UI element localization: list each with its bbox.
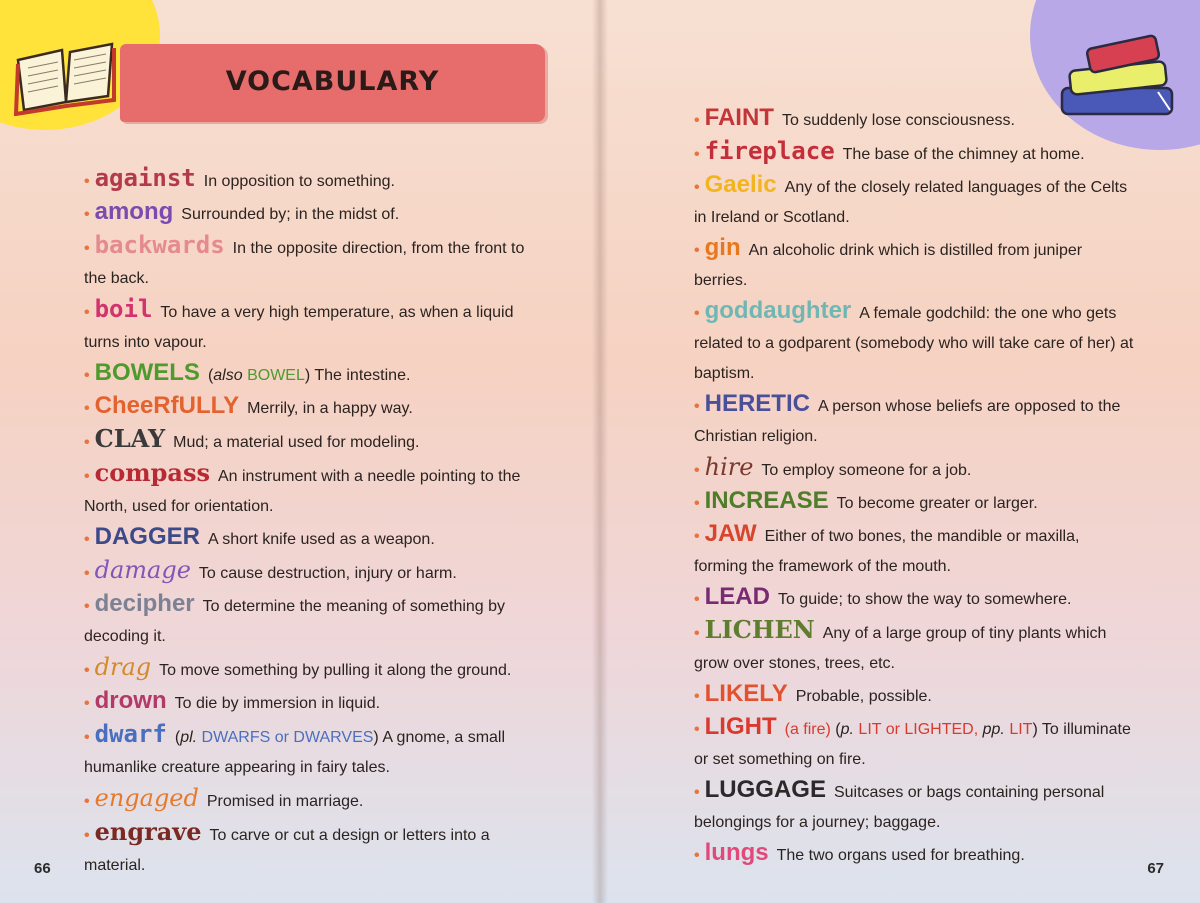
vocab-word: JAW — [704, 520, 757, 547]
page-number-right: 67 — [1147, 860, 1164, 877]
vocab-entry — [694, 486, 1134, 519]
open-book-icon — [10, 30, 120, 116]
vocab-definition: Merrily, in a happy way. — [247, 400, 413, 417]
vocab-definition: Any of the closely related languages of the Celts in Ireland or Scotland. — [694, 179, 1128, 226]
bullet-icon: • — [84, 468, 90, 485]
vocab-word: among — [94, 198, 174, 225]
bullet-icon: • — [84, 598, 90, 615]
vocab-definition: To illuminate or set something on fire. — [694, 721, 1131, 768]
vocab-definition: Suitcases or bags containing personal belongings for a journey; baggage. — [694, 784, 1105, 831]
bullet-icon: • — [84, 173, 90, 190]
vocab-definition: Promised in marriage. — [206, 793, 364, 810]
vocab-definition: To cause destruction, injury or harm. — [198, 565, 457, 582]
vocab-entry — [84, 424, 534, 458]
vocab-entry — [84, 391, 534, 424]
vocab-entry: • BOWELS (also BOWEL) The intestine. — [84, 359, 411, 386]
bullet-icon: • — [84, 565, 90, 582]
vocab-entry — [84, 294, 534, 358]
book-gutter — [592, 0, 608, 903]
vocab-note-label: pl. — [180, 729, 198, 746]
vocab-definition: Any of a large group of tiny plants which grow over stones, trees, etc. — [694, 625, 1107, 672]
bullet-icon: • — [84, 662, 90, 679]
vocab-definition: In the opposite direction, from the front to the back. — [84, 240, 525, 287]
vocab-definition: A gnome, a small humanlike creature appearing in fairy tales. — [84, 729, 506, 776]
vocab-definition: A person whose beliefs are opposed to the Christian religion. — [694, 398, 1121, 445]
vocab-entry — [694, 452, 1134, 486]
vocab-definition: In opposition to something. — [203, 173, 395, 190]
bullet-icon: • — [694, 784, 700, 801]
bullet-icon: • — [84, 695, 90, 712]
vocab-word: lungs — [704, 839, 769, 866]
bullet-icon: • — [84, 827, 90, 844]
vocabulary-list-right — [694, 103, 1134, 871]
vocab-word: LEAD — [704, 583, 770, 610]
bullet-icon: • — [694, 179, 700, 196]
right-page — [600, 0, 1200, 903]
vocab-word: engaged — [94, 784, 199, 812]
vocab-entry — [84, 458, 534, 522]
vocab-definition: To employ someone for a job. — [761, 462, 972, 479]
vocab-word: backwards — [94, 231, 225, 259]
bullet-icon: • — [694, 688, 700, 705]
bullet-icon: • — [694, 495, 700, 512]
vocab-entry — [694, 296, 1134, 389]
vocab-definition: The intestine. — [314, 367, 411, 384]
vocab-word: BOWELS — [94, 359, 200, 386]
vocab-word: engrave — [94, 817, 202, 846]
vocab-word: FAINT — [704, 104, 774, 131]
vocab-note-label: pp. — [982, 721, 1005, 738]
vocabulary-list-left — [84, 163, 534, 881]
vocab-definition: Mud; a material used for modeling. — [173, 434, 420, 451]
vocab-definition: Either of two bones, the mandible or maxilla, forming the framework of the mouth. — [694, 528, 1080, 575]
vocab-entry — [84, 555, 534, 589]
vocab-word: LICHEN — [704, 615, 815, 644]
vocab-word: damage — [94, 556, 191, 584]
vocab-entry — [84, 522, 534, 555]
vocab-word: fireplace — [704, 137, 835, 165]
vocab-word: dwarf — [94, 720, 167, 748]
vocab-definition: An alcoholic drink which is distilled from juniper berries. — [694, 242, 1083, 289]
vocab-definition: To determine the meaning of something by decoding it. — [84, 598, 506, 645]
vocab-note-label: also — [213, 367, 243, 384]
vocab-entry — [694, 170, 1134, 233]
vocab-definition: The base of the chimney at home. — [842, 146, 1085, 163]
vocab-word: Gaelic — [704, 171, 777, 198]
vocab-entry — [694, 838, 1134, 871]
bullet-icon: • — [694, 528, 700, 545]
page-title: VOCABULARY — [225, 66, 440, 97]
title-banner — [120, 44, 545, 122]
vocab-word: LUGGAGE — [704, 776, 826, 803]
vocab-word: INCREASE — [704, 487, 829, 514]
vocab-entry — [694, 519, 1134, 582]
vocab-word: LIKELY — [704, 680, 788, 707]
vocab-definition: To carve or cut a design or letters into a material. — [84, 827, 490, 874]
vocab-entry — [84, 817, 534, 881]
bullet-icon: • — [84, 367, 90, 384]
vocab-entry — [694, 775, 1134, 838]
vocab-definition: To guide; to show the way to somewhere. — [777, 591, 1072, 608]
vocab-note-form: DWARFS or DWARVES — [201, 729, 374, 746]
vocab-entry — [694, 136, 1134, 170]
vocab-note-form: LIT or LIGHTED, — [858, 721, 979, 738]
vocab-word: DAGGER — [94, 523, 200, 550]
vocab-definition: To die by immersion in liquid. — [174, 695, 381, 712]
bullet-icon: • — [694, 242, 700, 259]
vocab-definition: To have a very high temperature, as when a liquid turns into vapour. — [84, 304, 514, 351]
bullet-icon: • — [694, 721, 700, 738]
vocab-entry: • LIGHT (a fire) (p. LIT or LIGHTED, pp. LIT) To illuminate or set something on fire. — [694, 713, 1131, 768]
vocab-entry — [694, 615, 1134, 679]
page-number-left: 66 — [34, 860, 51, 877]
vocab-definition: An instrument with a needle pointing to the North, used for orientation. — [84, 468, 521, 515]
vocab-definition: To move something by pulling it along the ground. — [159, 662, 512, 679]
vocab-definition: The two organs used for breathing. — [776, 847, 1025, 864]
bullet-icon: • — [694, 398, 700, 415]
vocab-entry — [694, 103, 1134, 136]
vocab-note-form: BOWEL — [247, 367, 305, 384]
bullet-icon: • — [694, 112, 700, 129]
vocab-word: CheeRfULLY — [94, 392, 240, 419]
vocab-entry — [84, 783, 534, 817]
vocab-word: boil — [94, 295, 153, 323]
bullet-icon: • — [694, 462, 700, 479]
bullet-icon: • — [694, 305, 700, 322]
vocab-word: goddaughter — [704, 297, 852, 324]
vocab-note-form: LIT — [1009, 721, 1033, 738]
vocab-entry — [84, 163, 534, 197]
vocab-entry: • dwarf (pl. DWARFS or DWARVES) A gnome, a small humanlike creature appearing in fairy tales. — [84, 720, 506, 776]
vocab-word: gin — [704, 234, 741, 261]
vocab-entry — [84, 589, 534, 652]
bullet-icon: • — [84, 304, 90, 321]
bullet-icon: • — [84, 434, 90, 451]
vocab-definition: A female godchild: the one who gets related to a godparent (somebody who will take care of her) at baptism. — [694, 305, 1134, 382]
bullet-icon: • — [84, 793, 90, 810]
vocab-word: drown — [94, 687, 167, 714]
vocab-note-label: p. — [840, 721, 854, 738]
vocab-definition: To suddenly lose consciousness. — [781, 112, 1015, 129]
vocab-note-plain: (a fire) — [784, 721, 831, 738]
vocab-definition: To become greater or larger. — [836, 495, 1038, 512]
vocab-definition: Probable, possible. — [795, 688, 932, 705]
vocab-entry — [84, 230, 534, 294]
vocab-entry — [694, 679, 1134, 712]
vocab-entry — [694, 389, 1134, 452]
vocab-word: drag — [94, 653, 152, 681]
vocab-definition: A short knife used as a weapon. — [207, 531, 435, 548]
vocab-definition: Surrounded by; in the midst of. — [181, 206, 400, 223]
vocab-word: HERETIC — [704, 390, 810, 417]
vocab-word: CLAY — [94, 424, 166, 453]
vocab-word: against — [94, 164, 196, 192]
bullet-icon: • — [84, 240, 90, 257]
vocab-entry — [84, 197, 534, 230]
vocab-word: LIGHT — [704, 713, 777, 740]
bullet-icon: • — [694, 146, 700, 163]
bullet-icon: • — [84, 206, 90, 223]
bullet-icon: • — [84, 729, 90, 746]
vocab-word: compass — [94, 458, 210, 487]
vocab-entry — [694, 582, 1134, 615]
vocab-entry — [84, 652, 534, 686]
bullet-icon: • — [84, 531, 90, 548]
bullet-icon: • — [694, 591, 700, 608]
vocab-word: hire — [704, 453, 754, 481]
vocab-entry — [84, 686, 534, 719]
vocab-word: decipher — [94, 590, 195, 617]
bullet-icon: • — [694, 625, 700, 642]
bullet-icon: • — [84, 400, 90, 417]
vocab-entry — [694, 233, 1134, 296]
bullet-icon: • — [694, 847, 700, 864]
